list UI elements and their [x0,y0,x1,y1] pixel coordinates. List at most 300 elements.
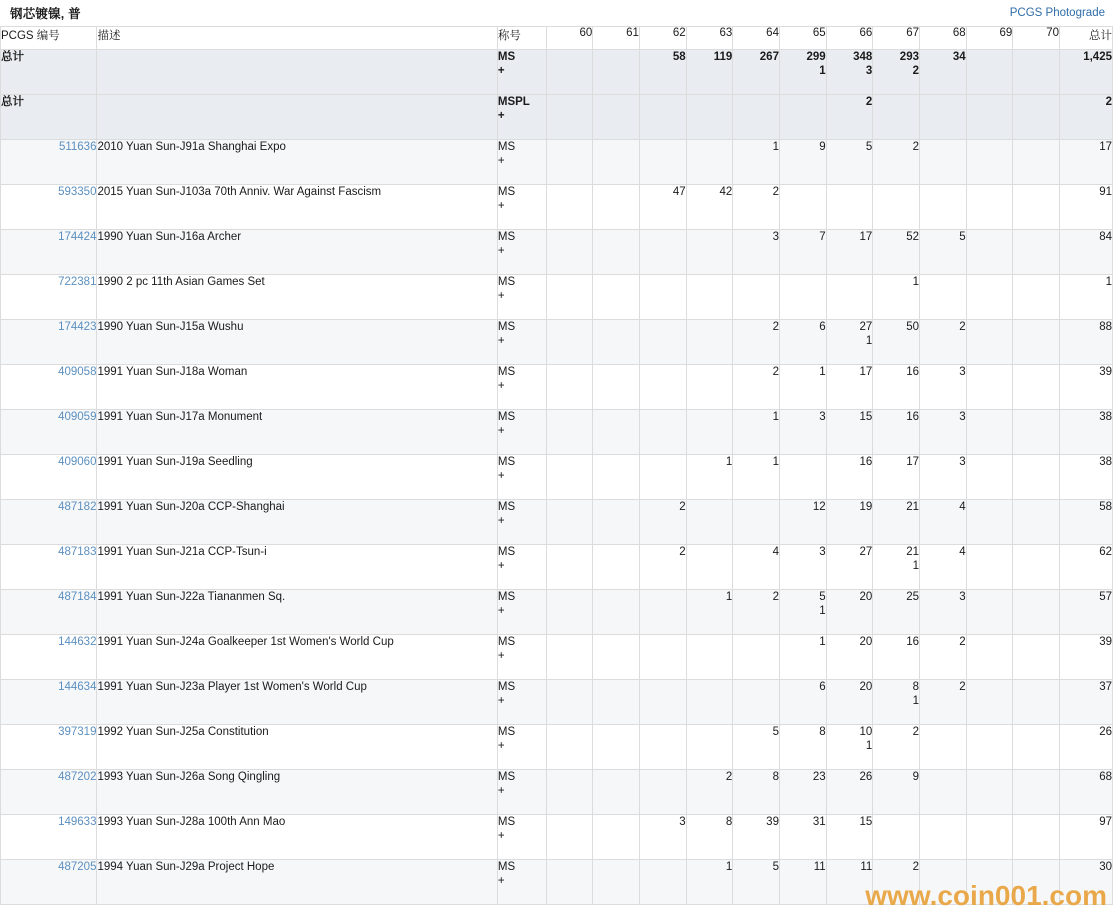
cell-67-base: 21 [906,501,919,513]
cell-66-base: 15 [859,816,873,828]
col-grade-63[interactable]: 63 [686,27,733,50]
cert-number-cell [1,860,97,905]
cell-68: 3 [919,455,966,500]
cell-68: 34 [919,50,966,95]
cell-60 [546,680,593,725]
designation-cell [497,860,546,905]
cell-70 [1013,590,1060,635]
cell-63 [686,545,733,590]
table-row [1,680,1113,725]
description-cell: 1991 Yuan Sun-J18a Woman [97,365,497,410]
cell-65 [779,185,826,230]
designation-base: MS [497,636,516,648]
cell-67 [873,230,920,275]
cell-66 [826,410,873,455]
cell-63: 1 [686,455,733,500]
table-row [1,320,1113,365]
cert-number-link[interactable]: 149633 [58,816,97,828]
cell-64: 3 [733,230,780,275]
designation-plus: + [497,830,505,842]
cell-66 [826,140,873,185]
cell-63 [686,725,733,770]
cell-61 [593,680,640,725]
cell-68 [919,185,966,230]
cell-65 [779,680,826,725]
cert-number-link[interactable]: 174423 [58,321,97,333]
cert-number-cell [1,185,97,230]
cell-65 [779,50,826,95]
col-designation[interactable]: 称号 [497,27,546,50]
cell-66 [826,725,873,770]
description-cell: 1991 Yuan Sun-J23a Player 1st Women's World Cup [97,680,497,725]
cell-68 [919,860,966,905]
cell-61 [593,725,640,770]
cell-65-base: 6 [819,681,826,693]
col-grade-68[interactable]: 68 [919,27,966,50]
cell-69 [966,185,1013,230]
cert-number-link[interactable]: 409060 [58,456,97,468]
cell-60 [546,635,593,680]
designation-cell [497,140,546,185]
cell-64 [733,500,780,545]
cell-total: 57 [1060,590,1113,635]
cell-65 [779,815,826,860]
cell-66-plus: 3 [865,65,873,77]
cert-number-cell [1,590,97,635]
cell-70 [1013,185,1060,230]
description-cell: 2010 Yuan Sun-J91a Shanghai Expo [97,140,497,185]
cell-69 [966,725,1013,770]
cell-61 [593,140,640,185]
cell-60 [546,95,593,140]
cell-67 [873,815,920,860]
cell-65 [779,545,826,590]
cell-70 [1013,365,1060,410]
cell-61 [593,50,640,95]
cell-62 [639,140,686,185]
cert-number-cell [1,275,97,320]
summary-label: 总计 [1,95,97,140]
cell-67-base: 16 [906,411,919,423]
col-total[interactable]: 总计 [1060,27,1113,50]
description-cell: 1991 Yuan Sun-J24a Goalkeeper 1st Women's World Cup [97,635,497,680]
cert-number-link[interactable]: 487205 [58,861,97,873]
cell-64: 39 [733,815,780,860]
cell-61 [593,545,640,590]
cell-64: 5 [733,860,780,905]
cell-65-base: 9 [819,141,826,153]
cell-60 [546,590,593,635]
col-grade-61[interactable]: 61 [593,27,640,50]
cell-64: 2 [733,590,780,635]
cell-68: 3 [919,410,966,455]
table-row [1,545,1113,590]
designation-base: MS [497,231,516,243]
designation-base: MS [497,861,516,873]
cell-62 [639,275,686,320]
cert-number-link[interactable]: 722381 [58,276,97,288]
cert-number-link[interactable]: 174424 [58,231,97,243]
cell-70 [1013,410,1060,455]
col-grade-67[interactable]: 67 [873,27,920,50]
cell-69 [966,455,1013,500]
table-row [1,365,1113,410]
cell-70 [1013,95,1060,140]
cell-64: 8 [733,770,780,815]
cell-total: 38 [1060,455,1113,500]
cert-number-link[interactable]: 487183 [58,546,97,558]
cell-63: 119 [686,50,733,95]
cell-62: 2 [639,545,686,590]
photograde-link[interactable]: PCGS Photograde [1009,7,1105,19]
cell-65-base: 31 [812,816,826,828]
cell-66 [826,500,873,545]
cell-69 [966,95,1013,140]
description-cell: 1991 Yuan Sun-J19a Seedling [97,455,497,500]
cert-number-cell [1,635,97,680]
cell-67 [873,635,920,680]
cell-67 [873,590,920,635]
cell-67 [873,545,920,590]
table-row [1,725,1113,770]
cell-69 [966,320,1013,365]
cert-number-link[interactable]: 511636 [58,141,97,153]
cell-66 [826,590,873,635]
cell-60 [546,185,593,230]
cell-62 [639,590,686,635]
cell-63: 1 [686,590,733,635]
cell-66-base: 17 [859,366,873,378]
col-grade-64[interactable]: 64 [733,27,780,50]
cell-64: 267 [733,50,780,95]
table-row [1,410,1113,455]
table-row-summary-ms [1,50,1113,95]
cell-61 [593,95,640,140]
cell-68 [919,140,966,185]
cell-67-base: 2 [912,726,919,738]
designation-plus: + [497,650,505,662]
cell-65 [779,410,826,455]
designation-plus: + [497,695,505,707]
designation-cell [497,275,546,320]
cell-65-base: 7 [819,231,826,243]
cell-62 [639,680,686,725]
designation-cell [497,680,546,725]
description-cell: 1990 Yuan Sun-J16a Archer [97,230,497,275]
cell-69 [966,365,1013,410]
summary-description [97,95,497,140]
cell-70 [1013,725,1060,770]
cell-67 [873,860,920,905]
cell-65 [779,455,826,500]
cell-65 [779,320,826,365]
cell-66 [826,365,873,410]
cell-63 [686,365,733,410]
designation-cell [497,230,546,275]
cell-65 [779,635,826,680]
cell-68 [919,95,966,140]
designation-cell [497,365,546,410]
summary-designation [497,50,546,95]
cell-total: 88 [1060,320,1113,365]
cell-63 [686,320,733,365]
cell-65-base: 3 [819,546,826,558]
cell-62 [639,725,686,770]
cell-66 [826,455,873,500]
cell-60 [546,455,593,500]
cell-64 [733,635,780,680]
designation-cell [497,815,546,860]
cell-69 [966,770,1013,815]
cell-60 [546,860,593,905]
cell-69 [966,50,1013,95]
cert-number-cell [1,680,97,725]
table-row [1,140,1113,185]
designation-base: MS [497,141,516,153]
cell-62: 3 [639,815,686,860]
cert-number-cell [1,500,97,545]
table-row [1,815,1113,860]
cell-63 [686,275,733,320]
designation-base: MS [497,456,516,468]
cell-70 [1013,455,1060,500]
designation-base: MS [497,816,516,828]
cell-total: 58 [1060,500,1113,545]
col-grade-60[interactable]: 60 [546,27,593,50]
cell-61 [593,320,640,365]
cell-63 [686,635,733,680]
summary-description [97,50,497,95]
cell-total: 38 [1060,410,1113,455]
description-cell: 1991 Yuan Sun-J20a CCP-Shanghai [97,500,497,545]
cell-65 [779,860,826,905]
designation-base: MS [497,411,516,423]
designation-plus: + [497,560,505,572]
cell-67 [873,500,920,545]
cell-61 [593,410,640,455]
designation-plus: + [497,155,505,167]
cell-66 [826,860,873,905]
cell-67 [873,275,920,320]
cell-65-base: 6 [819,321,826,333]
cell-total: 39 [1060,635,1113,680]
designation-plus: + [497,110,505,122]
cell-63 [686,230,733,275]
cell-62 [639,320,686,365]
cert-number-link[interactable]: 144632 [58,636,97,648]
cell-66 [826,815,873,860]
cell-68: 5 [919,230,966,275]
cell-62 [639,455,686,500]
cell-67-base: 52 [906,231,919,243]
cell-60 [546,815,593,860]
cell-66 [826,680,873,725]
cell-61 [593,590,640,635]
cell-65 [779,365,826,410]
cell-65-base: 299 [806,51,826,63]
cell-65-base: 3 [819,411,826,423]
cell-64: 5 [733,725,780,770]
cell-70 [1013,320,1060,365]
cell-70 [1013,860,1060,905]
summary-designation [497,95,546,140]
cell-68 [919,815,966,860]
cell-total: 91 [1060,185,1113,230]
cell-62 [639,635,686,680]
description-cell: 1992 Yuan Sun-J25a Constitution [97,725,497,770]
cell-68: 4 [919,545,966,590]
designation-plus: + [497,515,505,527]
designation-base: MS [497,366,516,378]
cell-total: 39 [1060,365,1113,410]
cert-number-cell [1,140,97,185]
cell-65-plus: 1 [819,65,826,77]
table-row [1,185,1113,230]
cell-67 [873,320,920,365]
designation-plus: + [497,470,505,482]
cell-67 [873,50,920,95]
cert-number-link[interactable]: 487202 [58,771,97,783]
cell-64: 2 [733,365,780,410]
cell-total: 1 [1060,275,1113,320]
designation-base: MS [497,501,516,513]
cell-66-base: 27 [859,546,873,558]
cell-61 [593,185,640,230]
designation-base: MS [497,771,516,783]
designation-cell [497,185,546,230]
description-cell: 1991 Yuan Sun-J22a Tiananmen Sq. [97,590,497,635]
cell-65-base: 1 [819,366,826,378]
cell-60 [546,50,593,95]
table-row [1,770,1113,815]
col-grade-70[interactable]: 70 [1013,27,1060,50]
cell-65-base: 23 [812,771,826,783]
cell-60 [546,230,593,275]
cell-67-base: 8 [912,681,919,693]
cell-69 [966,590,1013,635]
designation-plus: + [497,875,505,887]
cell-66 [826,545,873,590]
cell-65 [779,590,826,635]
designation-cell [497,725,546,770]
cert-number-link[interactable]: 487182 [58,501,97,513]
cell-65-base: 8 [819,726,826,738]
cell-67-base: 25 [906,591,919,603]
description-cell: 2015 Yuan Sun-J103a 70th Anniv. War Against Fascism [97,185,497,230]
site-watermark: www.coin001.com [865,880,1107,911]
table-row [1,500,1113,545]
cert-number-link[interactable]: 487184 [58,591,97,603]
cell-66-plus: 1 [865,740,873,752]
cell-67 [873,410,920,455]
cert-number-cell [1,545,97,590]
cell-69 [966,410,1013,455]
header-bar [0,0,1113,26]
cert-number-link[interactable]: 397319 [58,726,97,738]
cell-69 [966,230,1013,275]
designation-plus: + [497,425,505,437]
designation-plus: + [497,335,505,347]
designation-cell [497,770,546,815]
cell-60 [546,275,593,320]
designation-cell [497,500,546,545]
cell-62 [639,95,686,140]
cert-number-link[interactable]: 593350 [58,186,97,198]
designation-base: MS [497,51,516,63]
cell-60 [546,140,593,185]
cert-number-link[interactable]: 144634 [58,681,97,693]
cell-68: 3 [919,590,966,635]
cell-66-base: 26 [859,771,873,783]
cell-66-base: 5 [865,141,873,153]
designation-plus: + [497,65,505,77]
cert-number-cell [1,815,97,860]
col-grade-62[interactable]: 62 [639,27,686,50]
cell-66-base: 16 [859,456,873,468]
cell-66 [826,770,873,815]
cell-total: 2 [1060,95,1113,140]
col-grade-69[interactable]: 69 [966,27,1013,50]
table-header [1,27,1113,50]
cell-68 [919,275,966,320]
cell-65 [779,725,826,770]
summary-label: 总计 [1,50,97,95]
cell-67-base: 16 [906,636,919,648]
page-title: 钢芯镀镍, 普 [10,7,81,21]
table-row [1,590,1113,635]
cell-61 [593,275,640,320]
description-cell: 1990 Yuan Sun-J15a Wushu [97,320,497,365]
cert-number-link[interactable]: 409059 [58,411,97,423]
cell-62: 58 [639,50,686,95]
cell-total: 62 [1060,545,1113,590]
cell-65 [779,770,826,815]
cell-63: 2 [686,770,733,815]
cell-69 [966,545,1013,590]
cell-63 [686,500,733,545]
col-grade-66[interactable]: 66 [826,27,873,50]
cell-67 [873,770,920,815]
cell-66-base: 11 [860,861,873,873]
cell-68: 2 [919,635,966,680]
cell-61 [593,500,640,545]
cell-63 [686,140,733,185]
cell-67-base: 21 [906,546,919,558]
cell-66-plus: 1 [865,335,873,347]
cell-65-base: 11 [813,861,826,873]
col-grade-65[interactable]: 65 [779,27,826,50]
table-row-summary-mspl [1,95,1113,140]
cell-62: 47 [639,185,686,230]
table-body [1,50,1113,905]
designation-plus: + [497,740,505,752]
designation-base: MS [497,186,516,198]
cell-69 [966,860,1013,905]
cert-number-link[interactable]: 409058 [58,366,97,378]
col-pcgs-number[interactable]: PCGS 编号 [1,27,97,50]
cell-70 [1013,635,1060,680]
cell-70 [1013,500,1060,545]
col-description[interactable]: 描述 [97,27,497,50]
table-row [1,230,1113,275]
designation-cell [497,455,546,500]
cell-61 [593,230,640,275]
cell-67-base: 17 [906,456,919,468]
designation-base: MS [497,726,516,738]
cell-70 [1013,815,1060,860]
cell-65 [779,275,826,320]
cell-69 [966,140,1013,185]
